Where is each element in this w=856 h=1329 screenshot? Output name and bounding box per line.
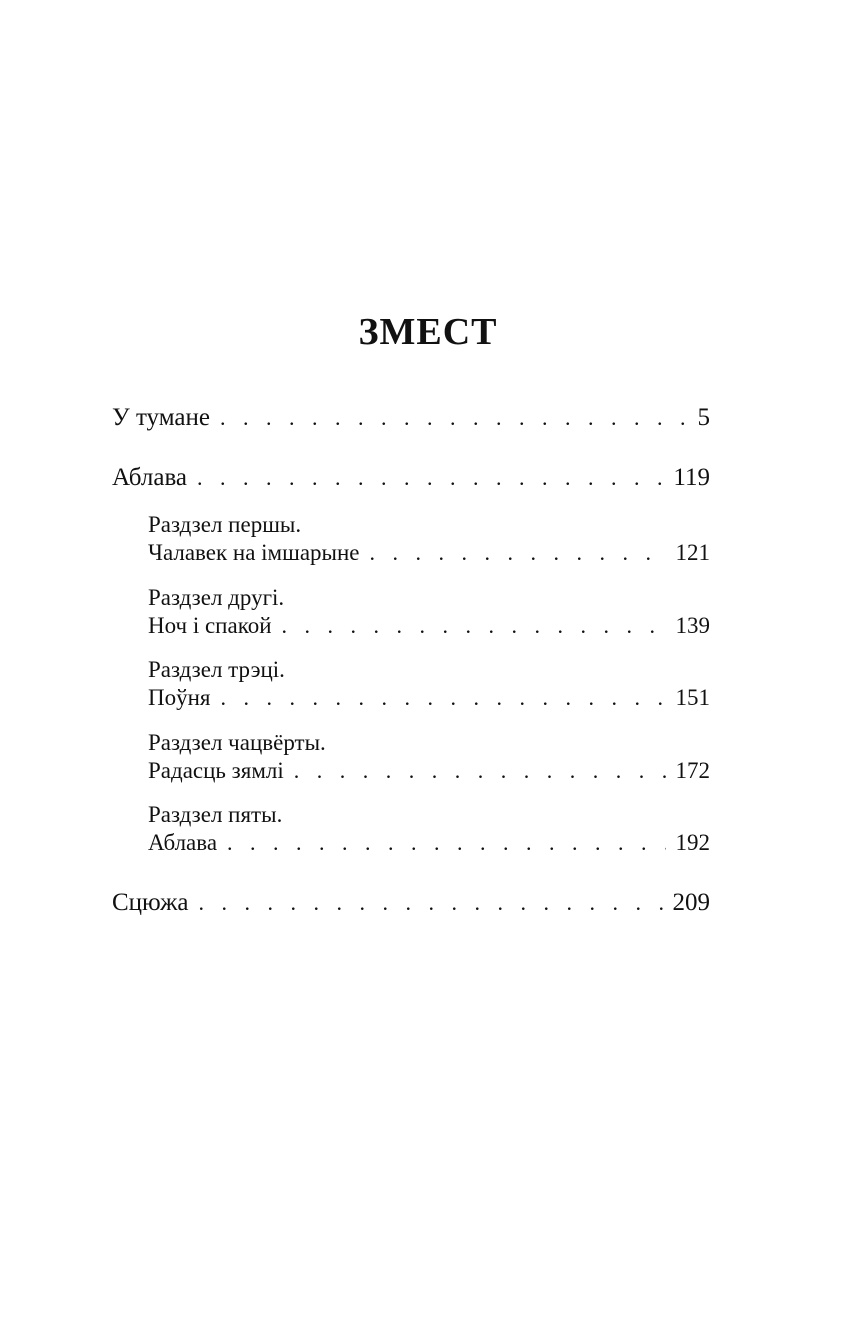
toc-entry	[112, 889, 710, 917]
toc-chapter-page: 192	[675, 830, 710, 855]
toc-entry-page: 5	[697, 404, 710, 431]
toc-chapter-page: 139	[675, 613, 710, 638]
dot-leader	[220, 405, 688, 431]
toc-chapter-page: 172	[675, 758, 710, 783]
toc-chapter-page: 121	[675, 540, 710, 565]
toc-entry-page: 119	[673, 464, 710, 491]
toc-entry-title: Аблава	[112, 464, 188, 491]
toc-chapter	[148, 685, 710, 711]
toc-chapter	[148, 613, 710, 639]
chapter-part-label: Раздзел трэці.	[148, 657, 285, 682]
chapter-part-label: Раздзел пяты.	[148, 802, 283, 827]
dot-leader	[370, 540, 666, 566]
chapter-part-label: Раздзел першы.	[148, 512, 302, 537]
toc-chapter-page: 151	[675, 685, 710, 710]
dot-leader	[197, 465, 663, 491]
dot-leader	[282, 613, 666, 639]
toc-entry-title: Сцюжа	[112, 889, 189, 916]
chapter-part-label: Раздзел чацвёрты.	[148, 730, 326, 755]
dot-leader	[294, 758, 666, 784]
toc-chapter	[148, 830, 710, 856]
dot-leader	[227, 830, 665, 856]
toc-chapter-title: Поўня	[148, 685, 211, 710]
toc-entry	[112, 464, 710, 492]
toc-entry-title: У тумане	[112, 404, 210, 431]
page-title: ЗМЕСТ	[358, 311, 498, 353]
toc-chapter-title: Радасць зямлі	[148, 758, 284, 783]
toc-chapter	[148, 540, 710, 566]
dot-leader	[198, 890, 662, 916]
chapter-part-label: Раздзел другі.	[148, 585, 285, 610]
toc-entry-page: 209	[672, 889, 710, 916]
toc-chapter-title: Чалавек на імшарыне	[148, 540, 360, 565]
toc-chapter	[148, 758, 710, 784]
toc-chapter-title: Ноч і спакой	[148, 613, 272, 638]
toc-chapter-title: Аблава	[148, 830, 218, 855]
dot-leader	[221, 685, 666, 711]
toc-entry	[112, 404, 710, 432]
